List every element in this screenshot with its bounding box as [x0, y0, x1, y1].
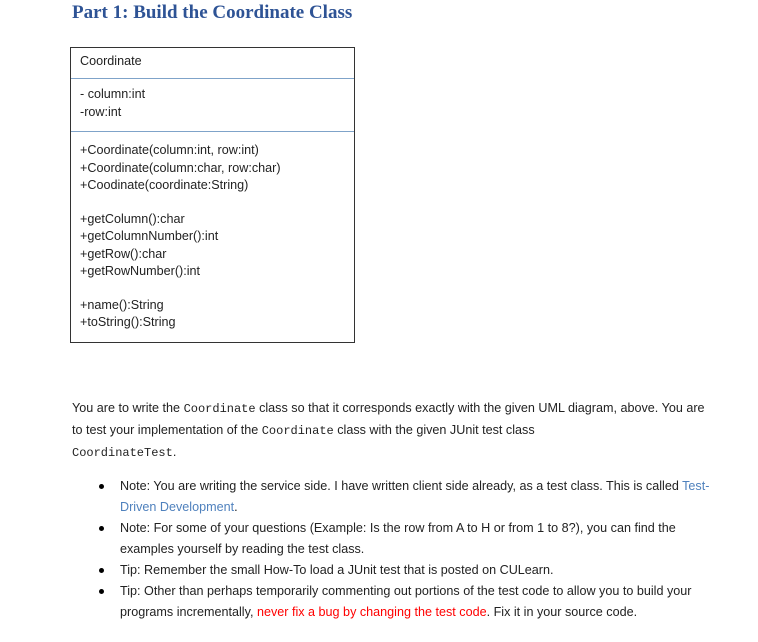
uml-method: +getRow():char — [80, 246, 167, 261]
intro-paragraph — [72, 398, 712, 464]
uml-fields-section — [71, 79, 354, 132]
list-item — [120, 560, 710, 581]
uml-method: +getColumn():char — [80, 211, 185, 226]
intro-text: class with the given JUnit test class — [333, 423, 535, 437]
notes-list — [120, 476, 710, 623]
note-text: Tip: Remember the small How-To load a JUnit test that is posted on CULearn. — [120, 563, 554, 577]
uml-constructors — [80, 142, 354, 195]
note-text: . Fix it in your source code. — [486, 605, 638, 619]
list-item — [120, 476, 710, 518]
intro-text: . — [172, 445, 177, 459]
list-item — [120, 581, 710, 623]
list-item — [120, 518, 710, 560]
uml-method: +Coordinate(column:char, row:char) — [80, 160, 281, 175]
uml-method: +name():String — [80, 297, 164, 312]
note-text: Note: For some of your questions (Example: Is the row from A to H or from 1 to 8?), you can find the examples yourself by reading the test class. — [120, 521, 676, 556]
note-text: Note: You are writing the service side. I have written client side already, as a test class. This is called — [120, 479, 683, 493]
uml-getters — [80, 211, 354, 281]
uml-class-name: Coordinate — [71, 48, 354, 79]
tdd-link[interactable]: Test-Driven Development — [120, 479, 710, 514]
intro-text: You are to write the — [72, 401, 184, 415]
warning-text: never fix a bug by changing the test code — [256, 605, 487, 619]
uml-methods-section — [71, 132, 354, 332]
uml-method: +getRowNumber():int — [80, 264, 201, 278]
page-title: Part 1: Build the Coordinate Class — [72, 2, 353, 23]
uml-field: - column:int — [80, 87, 146, 101]
intro-text: class so that it corresponds exactly with the given UML diagram, above. You are to test your implementation of the — [72, 401, 705, 437]
note-text: Tip: Other than perhaps temporarily commenting out portions of the test code to allow you to build your programs incrementally, — [120, 584, 692, 619]
uml-method: +Coodinate(coordinate:String) — [80, 178, 249, 192]
code-coordinate-test: CoordinateTest — [72, 446, 173, 460]
note-text: . — [234, 500, 238, 514]
uml-method: +Coordinate(column:int, row:int) — [80, 143, 259, 157]
uml-other-methods — [80, 297, 354, 332]
code-coordinate: Coordinate — [183, 402, 256, 416]
uml-method: +toString():String — [80, 315, 176, 329]
uml-method: +getColumnNumber():int — [80, 229, 219, 243]
uml-field: -row:int — [80, 104, 122, 119]
uml-class-diagram — [70, 47, 355, 343]
code-coordinate: Coordinate — [261, 424, 334, 438]
